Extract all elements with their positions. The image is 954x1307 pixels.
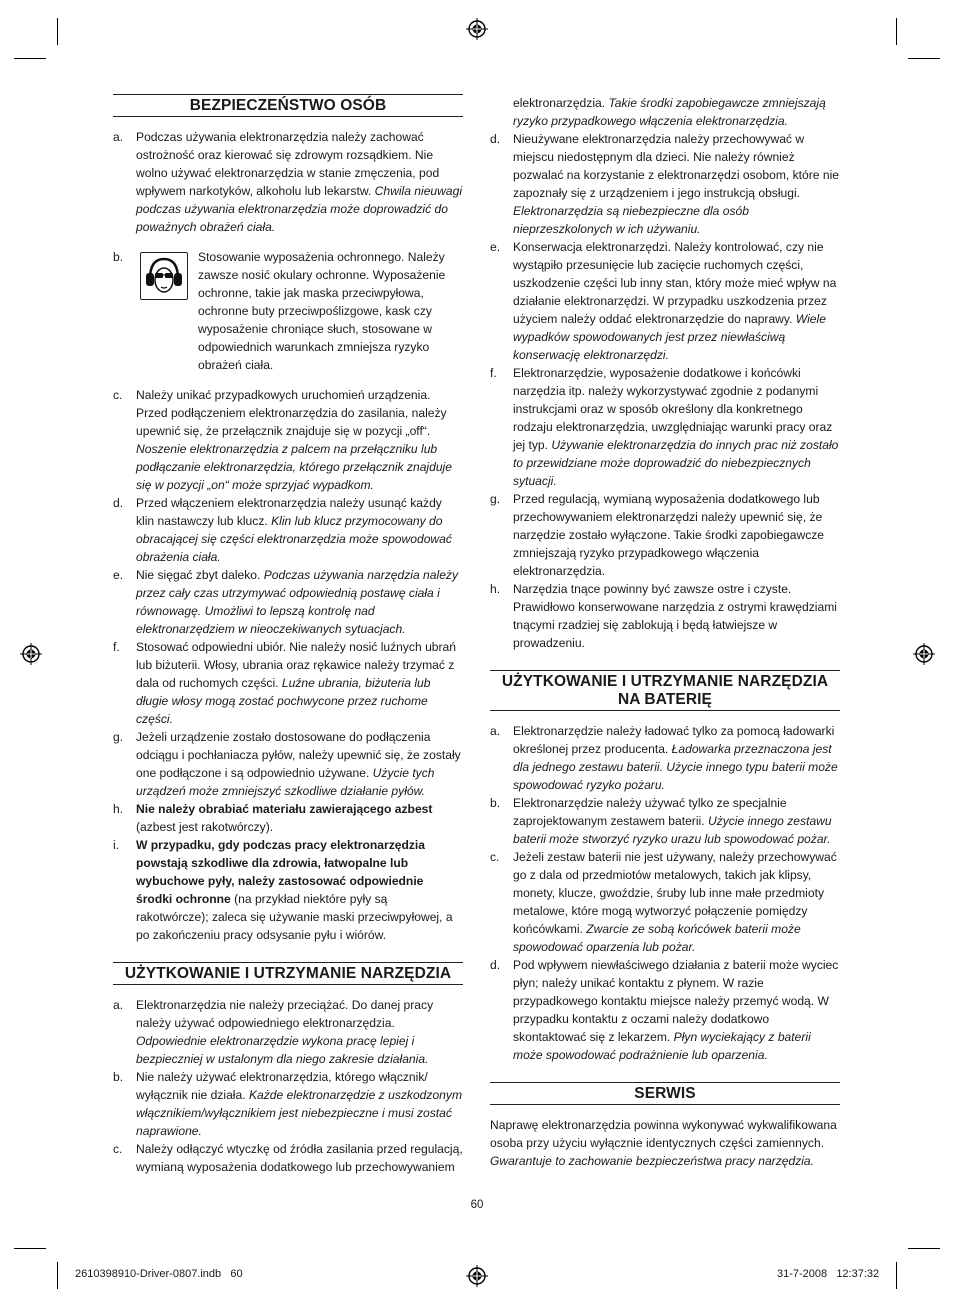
registration-mark-icon	[466, 18, 488, 40]
item-letter: h.	[113, 802, 124, 817]
crop-mark	[908, 1248, 940, 1249]
page-number: 60	[470, 1199, 484, 1211]
item-text: Elektronarzędzia nie należy przeciążać. Do danej pracy należy używać odpowiedniego elektronarzędzia.	[136, 998, 434, 1031]
item-text: Jeżeli urządzenie zostało dostosowane do podłączenia odciągu i pochłaniacza pyłów, należy upewnić się, że zostały one podłączone i są odpowiednio używane.	[136, 730, 461, 781]
item-letter: c.	[113, 388, 123, 403]
item-text: Należy unikać przypadkowych uruchomień urządzenia. Przed podłączeniem elektronarzędzia do zasilania, należy upewnić się, że przełącznik znajduje się w pozycji „off“.	[136, 388, 447, 439]
list-item	[113, 248, 463, 374]
item-italic-text: Płyn wyciekający z baterii może spowodować podrażnienie lub oparzenia.	[513, 1030, 811, 1062]
item-text: elektronarzędzia.	[513, 96, 609, 110]
item-text: Narzędzia tnące powinny być zawsze ostre i czyste. Prawidłowo konserwowane narzędzia z ostrymi krawędziami tnącymi rzadziej się zablokują i będą łatwiejsze w prowadzeniu.	[513, 582, 837, 650]
list-item	[113, 386, 463, 494]
item-italic-text: Chwila nieuwagi podczas używania elektronarzędzia może doprowadzić do poważnych obrażeń ciała.	[136, 184, 463, 234]
item-italic-text: Takie środki zapobiegawcze zmniejszają ryzyko przypadkowego włączenia elektronarzędzia.	[513, 96, 826, 128]
item-text: (na przykład niektóre pyły są rakotwórcze); zaleca się używanie maski przeciwpyłowej, a po zakończeniu pracy odsysanie pyłu i wiórów.	[136, 892, 453, 943]
item-letter: a.	[490, 724, 501, 738]
crop-mark	[896, 1262, 897, 1289]
item-text: Podczas używania elektronarzędzia należy zachować ostrożność oraz kierować się zdrowym rozsądkiem. Nie wolno używać elektronarzędzia w stanie zmęczenia, pod wpływem narkotyków, alkoholu lub lekarstw.	[136, 130, 440, 198]
registration-mark-icon	[913, 643, 935, 665]
item-text: Konserwacja elektronarzędzi. Należy kontrolować, czy nie wystąpiło przesunięcie lub zacięcie ruchomych części, uszkodzenie części lub inny stan, który może mieć wpływ na działanie elektronarzędzi. W przypadku uszkodzenia przez użyciem należy oddać elektronarzędzie do naprawy.	[513, 240, 837, 326]
item-letter: h.	[490, 582, 501, 596]
left-column	[113, 94, 463, 1176]
list-item	[113, 836, 463, 944]
item-letter: b.	[113, 250, 124, 265]
item-italic-text: Wyposażenie ochronne, takie jak maska przeciwpyłowa, ochronne buty przeciwpoślizgowe, kask czy wyposażenie chroniące słuch, stosowane w odpowiednich warunkach zmniejsza ryzyko obrażeń ciała.	[198, 268, 446, 373]
list-item	[113, 1068, 463, 1140]
item-text: Elektronarzędzie należy ładować tylko za pomocą ładowarki określonej przez producenta.	[513, 724, 835, 756]
list-item	[490, 490, 840, 580]
item-letter: a.	[113, 130, 124, 144]
item-italic-text: Elektronarzędzia są niebezpieczne dla osób nieprzeszkolonych w ich używaniu.	[513, 204, 749, 236]
list-item	[113, 1140, 463, 1176]
crop-mark	[14, 58, 46, 59]
item-letter: d.	[490, 132, 501, 146]
registration-mark-icon	[20, 643, 42, 665]
item-text: Przed włączeniem elektronarzędzia należy usunąć każdy klin nastawczy lub klucz.	[136, 496, 442, 529]
item-letter: e.	[490, 240, 501, 254]
item-text: (azbest jest rakotwórczy).	[136, 820, 274, 835]
item-letter: g.	[490, 492, 501, 506]
crop-mark	[14, 1248, 46, 1249]
item-letter: a.	[113, 998, 124, 1013]
item-text: Należy odłączyć wtyczkę od źródła zasilania przed regulacją, wymianą wyposażenia dodatkowego lub przechowywaniem	[136, 1142, 463, 1175]
list-item	[490, 722, 840, 794]
list-item	[113, 800, 463, 836]
item-italic-text: Wiele wypadków spowodowanych jest przez niewłaściwą konserwację elektronarzędzi.	[513, 312, 826, 362]
item-bold-text: W przypadku, gdy podczas pracy elektronarzędzia powstają szkodliwe dla zdrowia, łatwopalne lub wybuchowe pyły, należy zastosować odpowiednie środki ochronne	[136, 838, 425, 907]
item-letter: g.	[113, 730, 124, 745]
item-letter: f.	[113, 640, 120, 655]
list-item	[113, 494, 463, 566]
list-item	[490, 580, 840, 652]
item-text: Stosować odpowiedni ubiór. Nie należy nosić luźnych ubrań lub biżuterii. Włosy, ubrania oraz rękawice należy trzymać z dala od ruchomych części.	[136, 640, 456, 691]
right-column	[490, 94, 840, 1170]
item-italic-text: Podczas używania narzędzia należy przez cały czas utrzymywać odpowiednią postawę ciała i równowagę. Umożliwi to lepszą kontrolę nad elektronarzędziem w nieoczekiwanych sytuacjach.	[136, 568, 459, 637]
list-item	[113, 566, 463, 638]
item-italic-text: Użycie tych urządzeń może zmniejszyć szkodliwe działanie pyłów.	[136, 766, 435, 799]
list-item-continued	[490, 94, 840, 130]
crop-mark	[57, 1262, 58, 1289]
item-letter: f.	[490, 366, 497, 380]
list-item	[490, 956, 840, 1064]
item-italic-text: Klin lub klucz przymocowany do obracającej się części elektronarzędzia może spowodować obrażenia ciała.	[136, 514, 452, 565]
ear-and-eye-protection-icon	[140, 252, 188, 300]
list-item	[113, 128, 463, 236]
item-italic-text: Używanie elektronarzędzia do innych prac niż zostało to przewidziane może doprowadzić do niebezpiecznych sytuacji.	[513, 438, 839, 488]
section-title-narzedzia-na-baterie: UŻYTKOWANIE I UTRZYMANIE NARZĘDZIA NA BATERIĘ	[490, 670, 840, 711]
item-italic-text: Luźne ubrania, biżuteria lub długie włosy mogą zostać pochwycone przez ruchome części.	[136, 676, 431, 727]
item-letter: e.	[113, 568, 124, 583]
paragraph-text: Naprawę elektronarzędzia powinna wykonywać wykwalifikowana osoba przy użyciu wyłącznie identycznych części zamiennych.	[490, 1118, 837, 1150]
item-text: Stosowanie wyposażenia ochronnego. Należy zawsze nosić okulary ochronne.	[198, 250, 445, 283]
item-text: Elektronarzędzie należy używać tylko ze specjalnie zaprojektowanym zestawem baterii.	[513, 796, 787, 828]
list-item	[490, 130, 840, 238]
item-text: Elektronarzędzie, wyposażenie dodatkowe i końcówki narzędzia itp. należy wykorzystywać zgodnie z podanymi instrukcjami oraz w sposób określony dla konkretnego rodzaju elektronarzędzia, uwzględniając warunki pracy oraz jej typ.	[513, 366, 833, 452]
serwis-paragraph	[490, 1116, 840, 1170]
item-italic-text: Użycie innego zestawu baterii może stworzyć ryzyko urazu lub spowodować pożar.	[513, 814, 832, 846]
registration-mark-icon	[466, 1265, 488, 1287]
item-italic-text: Odpowiednie elektronarzędzie wykona pracę lepiej i bezpieczniej w ustalonym dla niego zakresie działania.	[136, 1034, 429, 1067]
crop-mark	[908, 58, 940, 59]
item-bold-text: Nie należy obrabiać materiału zawierającego azbest	[136, 802, 433, 817]
crop-mark	[57, 18, 58, 45]
section-title-uzytkowanie-narzedzia: UŻYTKOWANIE I UTRZYMANIE NARZĘDZIA	[113, 962, 463, 985]
item-text: Nie sięgać zbyt daleko.	[136, 568, 264, 583]
item-letter: d.	[113, 496, 124, 511]
crop-mark	[896, 18, 897, 45]
footer-timestamp: 31-7-2008 12:37:32	[777, 1268, 880, 1280]
item-text: Nie należy używać elektronarzędzia, którego włącznik/ wyłącznik nie działa.	[136, 1070, 428, 1103]
item-letter: b.	[113, 1070, 124, 1085]
footer-file-name: 2610398910-Driver-0807.indb 60	[75, 1268, 243, 1280]
item-italic-text: Ładowarka przeznaczona jest dla jednego zestawu baterii. Użycie innego typu baterii może spowodować ryzyko pożaru.	[513, 742, 838, 792]
paragraph-italic-text: Gwarantuje to zachowanie bezpieczeństwa pracy narzędzia.	[490, 1154, 815, 1168]
list-item	[490, 794, 840, 848]
item-text: Przed regulacją, wymianą wyposażenia dodatkowego lub przechowywaniem elektronarzędzi należy upewnić się, że narzędzie zostało wyłączone. Takie środki zapobiegawcze zmniejszają ryzyko przypadkowego włączenia elektronarzędzia.	[513, 492, 825, 578]
item-letter: i.	[113, 838, 120, 853]
list-item	[113, 638, 463, 728]
item-letter: c.	[490, 850, 500, 864]
item-text: Jeżeli zestaw baterii nie jest używany, należy przechowywać go z dala od przedmiotów metalowych, takich jak klipsy, monety, klucze, gwoździe, śruby lub inne małe przedmioty metalowe, które mogą wytworzyć połączenie pomiędzy końcówkami.	[513, 850, 837, 936]
list-item	[490, 364, 840, 490]
item-text: Nieużywane elektronarzędzia należy przechowywać w miejscu niedostępnym dla dzieci. Nie należy również pozwalać na korzystanie z elektronarzędzi osobom, które nie zapoznały się z urządzeniem i jego instrukcją obsługi.	[513, 132, 840, 200]
list-item	[113, 728, 463, 800]
item-italic-text: Każde elektronarzędzie z uszkodzonym włącznikiem/wyłącznikiem jest niebezpieczne i musi zostać naprawione.	[136, 1088, 463, 1139]
item-italic-text: Noszenie elektronarzędzia z palcem na przełączniku lub podłączanie elektronarzędzia, którego przełącznik znajduje się w pozycji „on“ może sprzyjać wypadkom.	[136, 442, 452, 493]
item-letter: c.	[113, 1142, 123, 1157]
item-letter: d.	[490, 958, 501, 972]
list-item	[490, 848, 840, 956]
item-italic-text: Zwarcie ze sobą końcówek baterii może spowodować oparzenia lub pożar.	[513, 922, 801, 954]
section-title-serwis: SERWIS	[490, 1082, 840, 1105]
section-title-bezpieczenstwo-osob: BEZPIECZEŃSTWO OSÓB	[113, 94, 463, 117]
item-letter: b.	[490, 796, 501, 810]
list-item	[113, 996, 463, 1068]
item-text: Pod wpływem niewłaściwego działania z baterii może wyciec płyn; należy unikać kontaktu z płynem. W razie przypadkowego kontaktu miejsce należy przemyć wodą. W przypadku kontaktu z oczami należy dodatkowo skontaktować się z lekarzem.	[513, 958, 839, 1044]
list-item	[490, 238, 840, 364]
